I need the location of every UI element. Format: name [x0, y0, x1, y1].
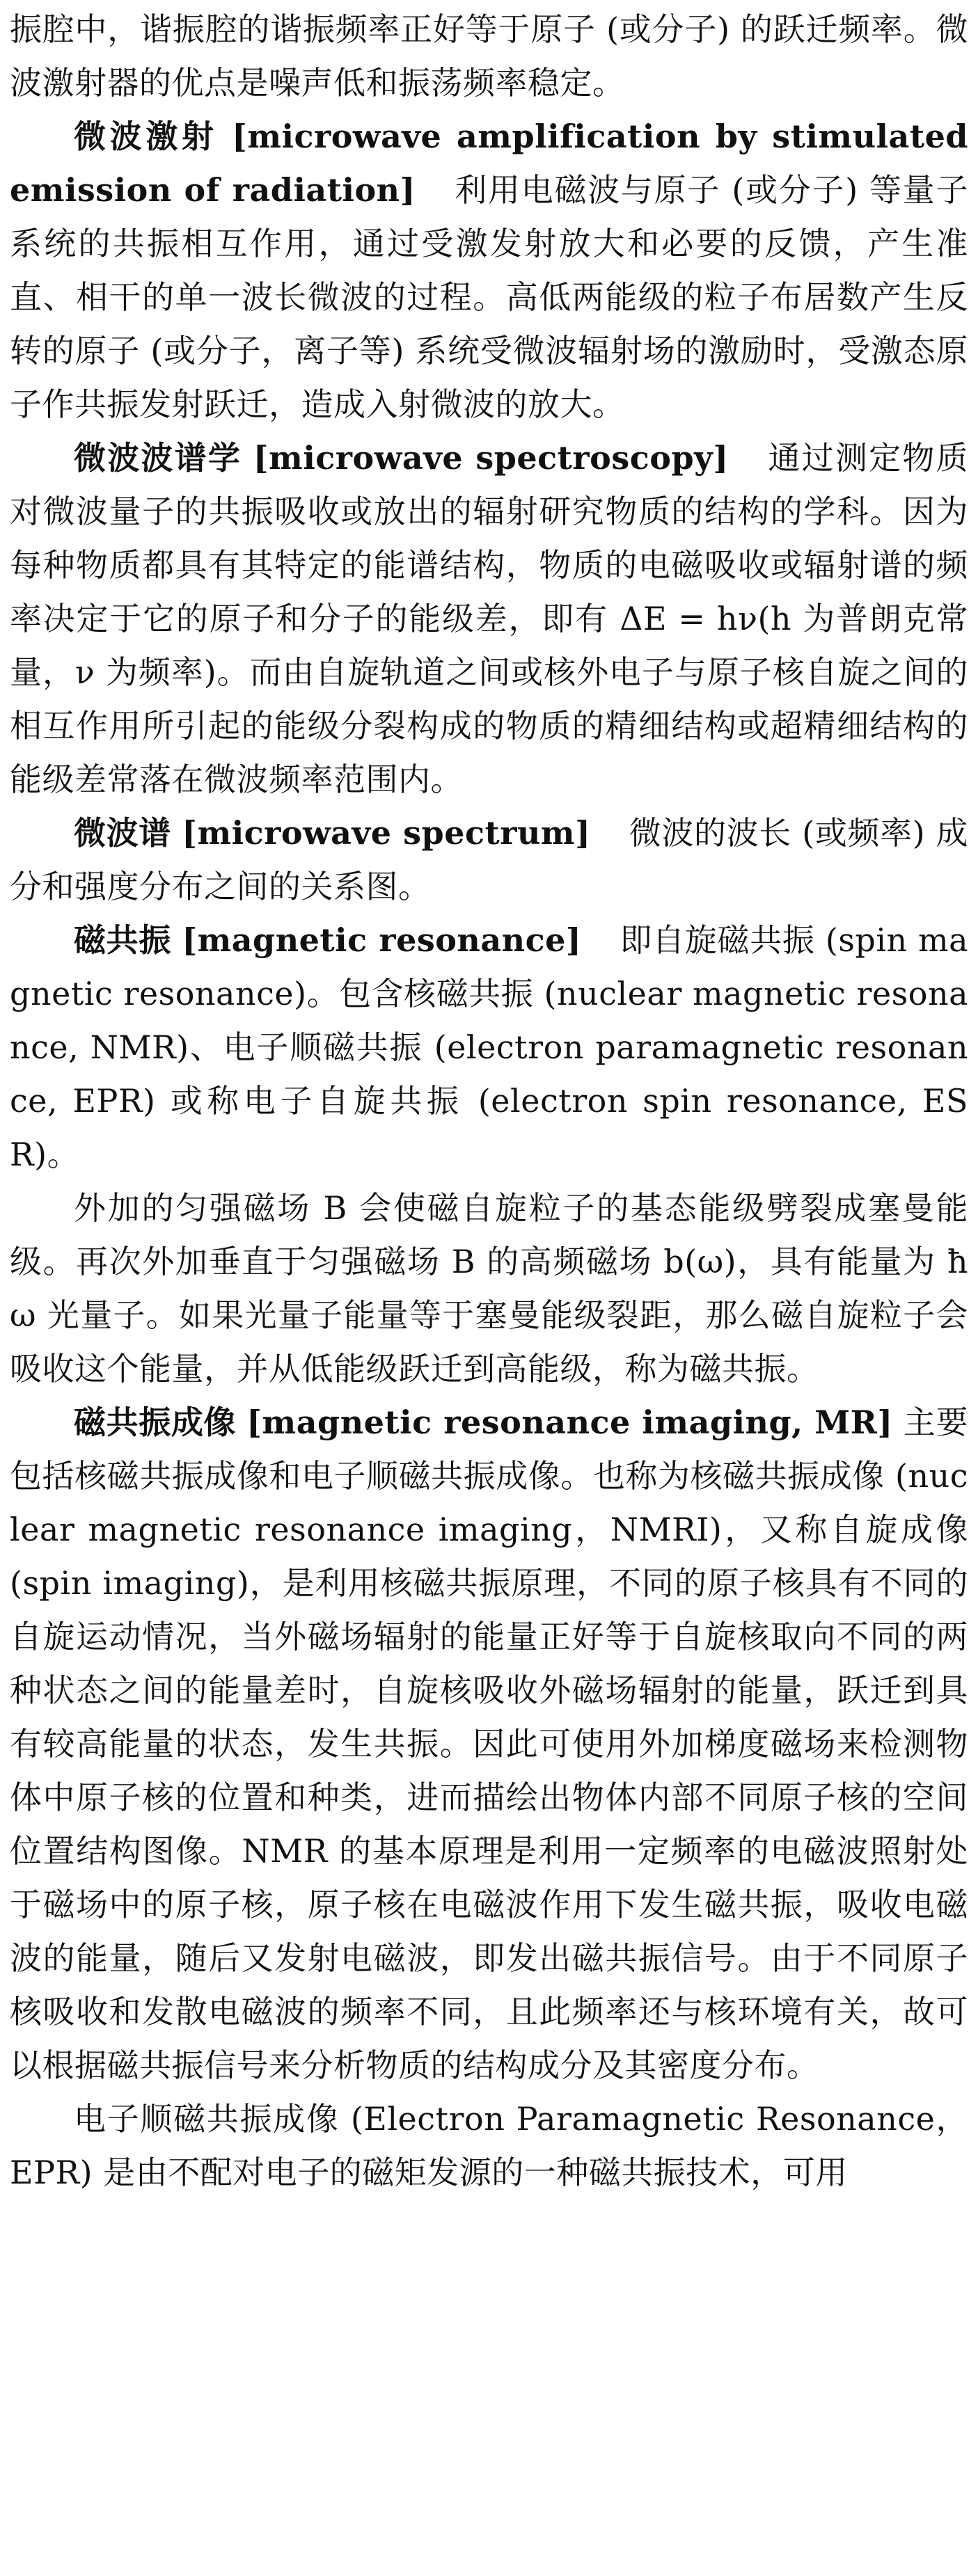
entry-definition: 微波的波长 (或频率) 成分和强度分布之间的关系图。	[10, 814, 969, 905]
entry-english-term: [magnetic resonance]	[182, 921, 582, 959]
entry-microwave-amplification	[10, 110, 968, 431]
entry-magnetic-resonance-imaging	[10, 1396, 968, 2092]
entry-english-term: [microwave spectroscopy]	[253, 439, 729, 477]
magnetic-resonance-explanation	[10, 1182, 968, 1396]
paragraph-text: 振腔中，谐振腔的谐振频率正好等于原子 (或分子) 的跃迁频率。微波激射器的优点是噪声低和振荡频率稳定。	[10, 10, 968, 102]
entry-microwave-spectrum	[10, 806, 968, 914]
paragraph-text: 外加的匀强磁场 B 会使磁自旋粒子的基态能级劈裂成塞曼能级。再次外加垂直于匀强磁场 B 的高频磁场 b(ω)，具有能量为 ħω 光量子。如果光量子能量等于塞曼能级裂距，那么磁自旋粒子会吸收这个能量，并从低能级跃迁到高能级，称为磁共振。	[10, 1189, 968, 1388]
entry-english-term: [microwave amplification by stimulated emission of radiation]	[10, 118, 969, 209]
entry-definition: 利用电磁波与原子 (或分子) 等量子系统的共振相互作用，通过受激发射放大和必要的反馈，产生准直、相干的单一波长微波的过程。高低两能级的粒子布居数产生反转的原子 (或分子，离子等) 系统受微波辐射场的激励时，受激态原子作共振发射跃迁，造成入射微波的放大。	[10, 171, 968, 423]
paragraph-text: 电子顺磁共振成像 (Electron Paramagnetic Resonance，EPR) 是由不配对电子的磁矩发源的一种磁共振技术，可用	[10, 2100, 968, 2191]
epr-imaging-paragraph	[10, 2092, 968, 2200]
entry-definition: 主要包括核磁共振成像和电子顺磁共振成像。也称为核磁共振成像 (nuclear magnetic resonance imaging，NMRI)，又称自旋成像 (spin imaging)，是利用核磁共振原理，不同的原子核具有不同的自旋运动情况，当外磁场辐射的能量正好等于自旋核取向不同的两种状态之间的能量差时，自旋核吸收外磁场辐射的能量，跃迁到具有较高能量的状态，发生共振。因此可使用外加梯度磁场来检测物体中原子核的位置和种类，进而描绘出物体内部不同原子核的空间位置结构图像。NMR 的基本原理是利用一定频率的电磁波照射处于磁场中的原子核，原子核在电磁波作用下发生磁共振，吸收电磁波的能量，随后又发射电磁波，即发出磁共振信号。由于不同原子核吸收和发散电磁波的频率不同，且此频率还与核环境有关，故可以根据磁共振信号来分析物质的结构成分及其密度分布。	[10, 1404, 969, 2084]
continuation-paragraph	[10, 3, 968, 110]
entry-english-term: [magnetic resonance imaging, MR]	[246, 1404, 893, 1441]
entry-term: 磁共振成像	[74, 1404, 237, 1441]
entry-term: 微波激射	[74, 118, 218, 155]
entry-term: 微波谱	[74, 814, 171, 852]
entry-term: 微波波谱学	[74, 439, 242, 477]
entry-english-term: [microwave spectrum]	[182, 814, 591, 852]
entry-definition: 即自旋磁共振 (spin magnetic resonance)。包含核磁共振 (nuclear magnetic resonance, NMR)、电子顺磁共振 (electron paramagnetic resonance, EPR) 或称电子自旋共振 (electron spin resonance, ESR)。	[10, 921, 969, 1173]
entry-term: 磁共振	[74, 921, 172, 959]
entry-definition: 通过测定物质对微波量子的共振吸收或放出的辐射研究物质的结构的学科。因为每种物质都具有其特定的能谱结构，物质的电磁吸收或辐射谱的频率决定于它的原子和分子的能级差，即有 ΔE = hν(h 为普朗克常量，ν 为频率)。而由自旋轨道之间或核外电子与原子核自旋之间的相互作用所引起的能级分裂构成的物质的精细结构或超精细结构的能级差常落在微波频率范围内。	[10, 439, 969, 798]
entry-magnetic-resonance	[10, 914, 968, 1182]
entry-microwave-spectroscopy	[10, 431, 968, 806]
